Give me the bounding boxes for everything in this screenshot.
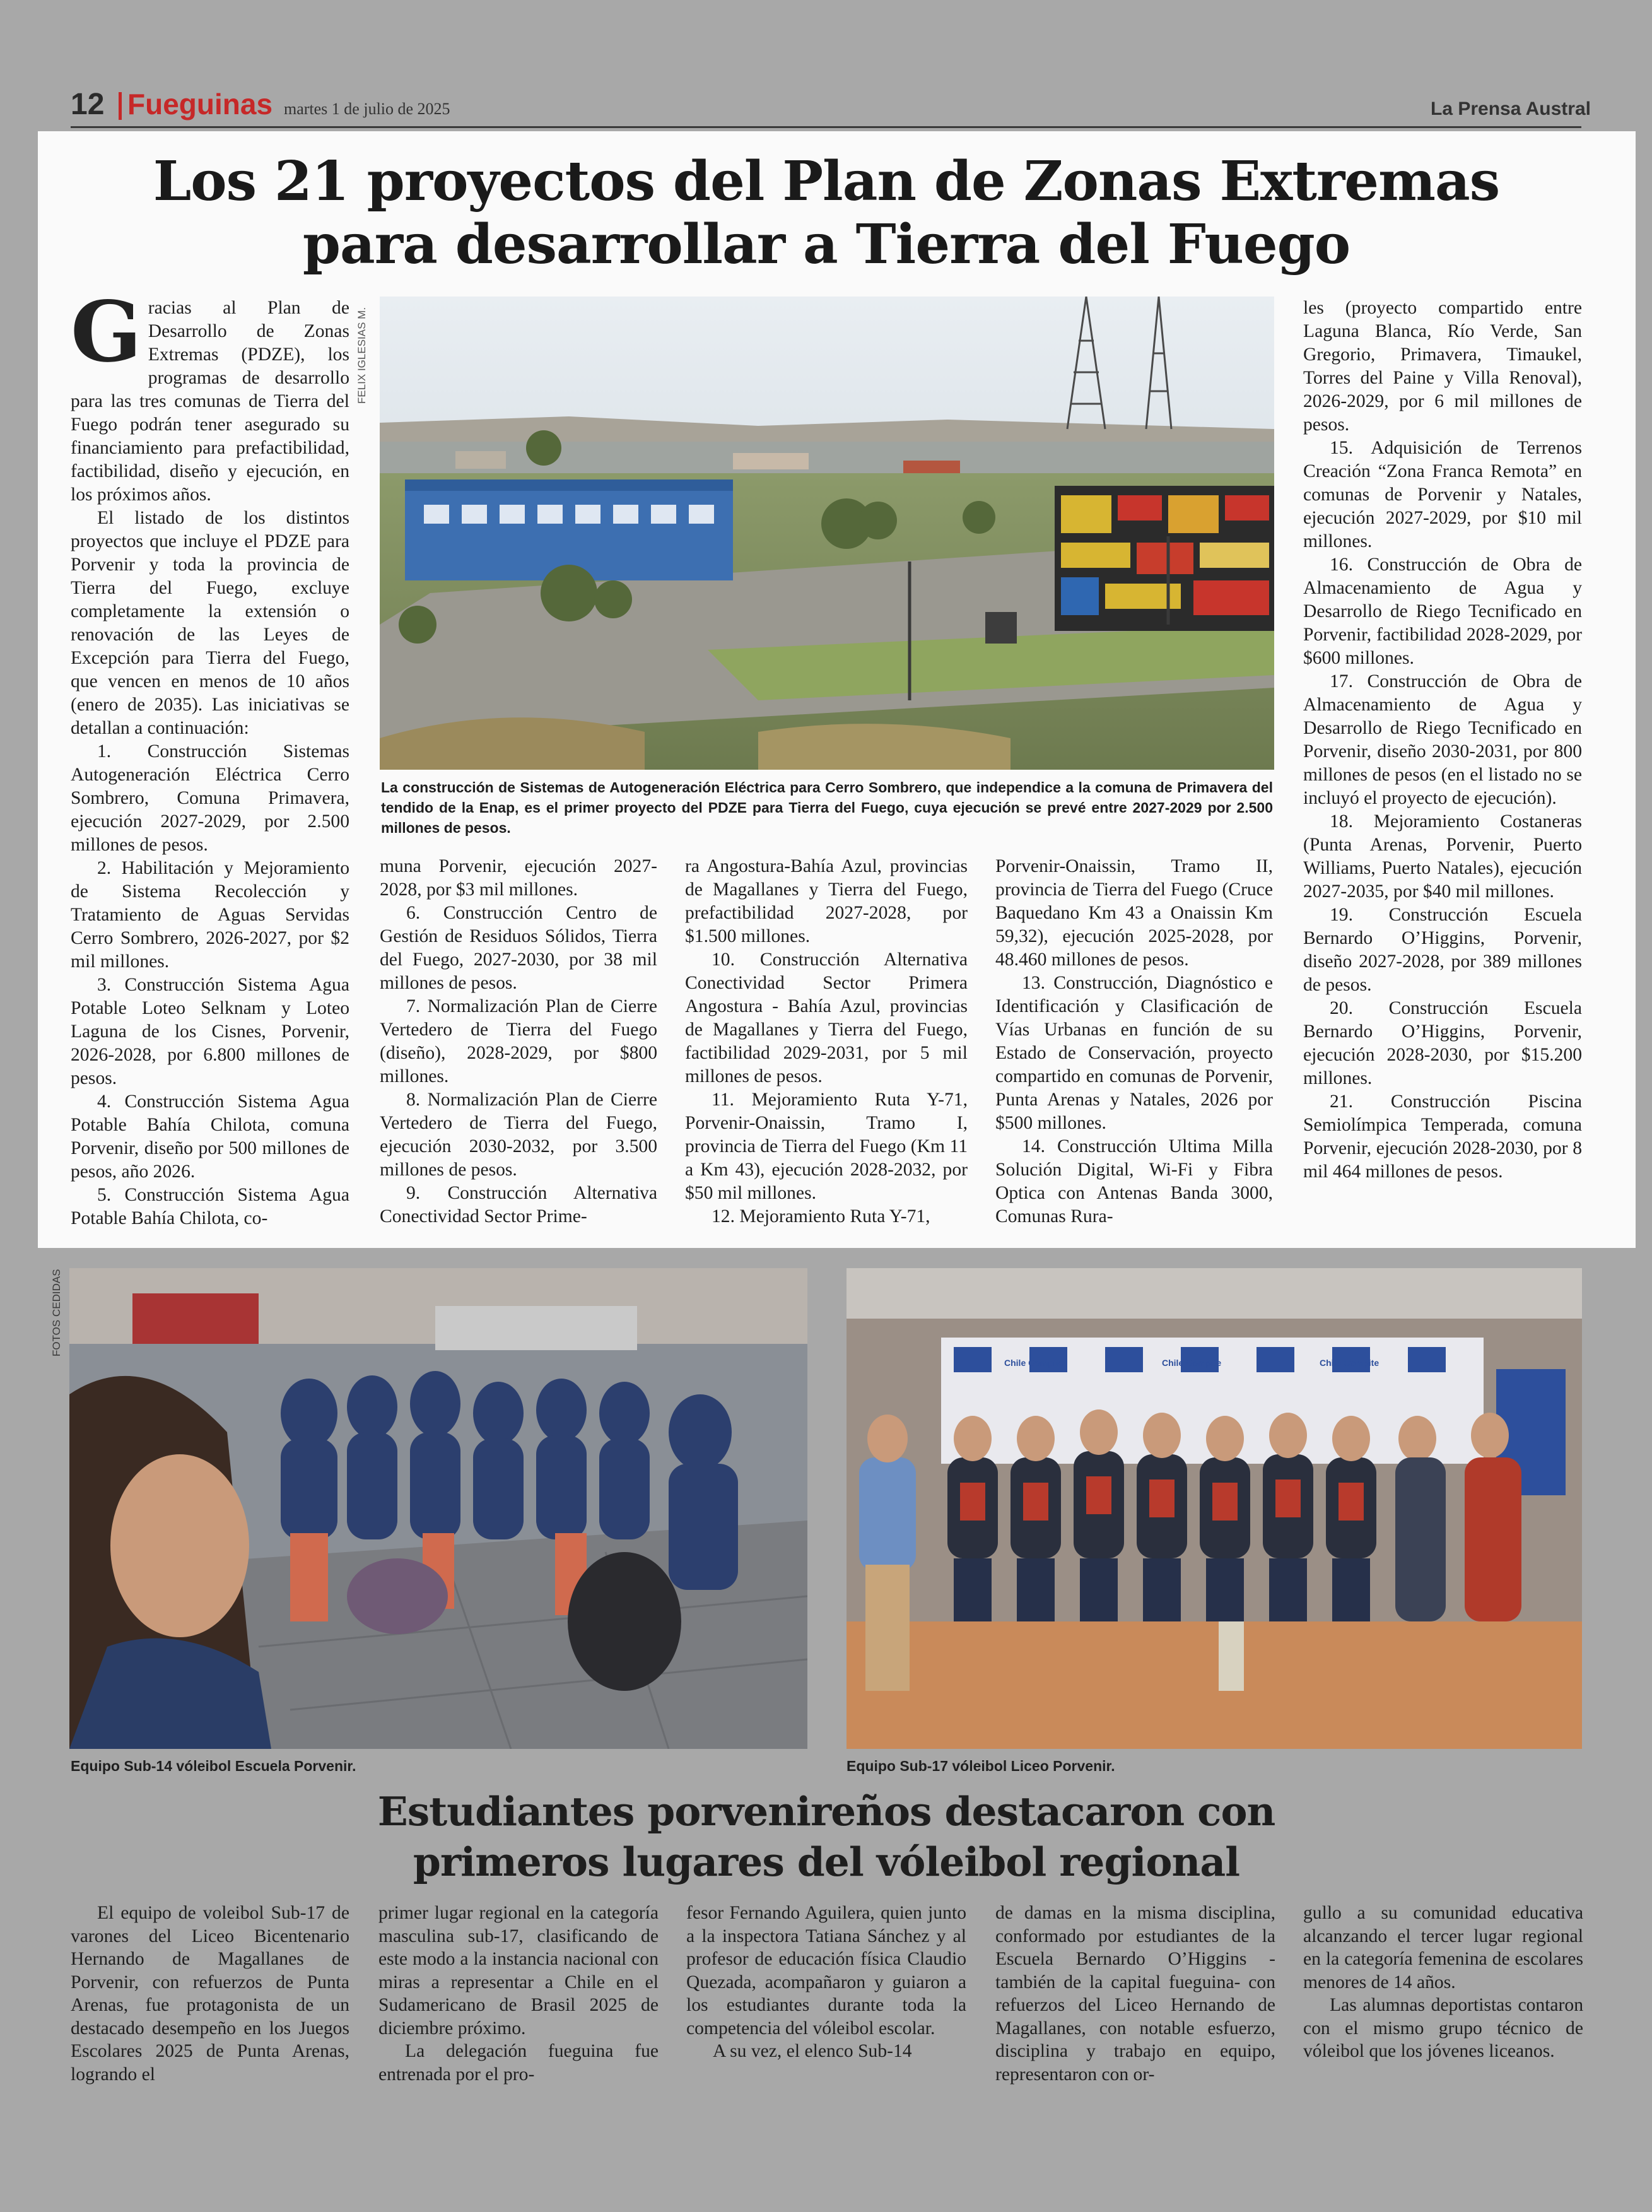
top-article-column-1	[71, 283, 349, 1230]
top-article-column-2	[380, 855, 657, 1228]
sub17-photo-caption: Equipo Sub-17 vóleibol Liceo Porvenir.	[847, 1758, 1115, 1774]
bottom-article-column-3	[686, 1902, 966, 2063]
article-paragraph: ra Angostura-Bahía Azul, provincias de Magallanes y Tierra del Fuego, prefactibilidad 2027-2028, por $1.500 millones.	[685, 856, 968, 946]
article-paragraph: 6. Construcción Centro de Gestión de Residuos Sólidos, Tierra del Fuego, 2027-2030, por 38 mil millones de pesos.	[380, 903, 657, 993]
top-headline-line-2: para desarrollar a Tierra del Fuego	[302, 213, 1350, 276]
article-paragraph: 7. Normalización Plan de Cierre Vertedero de Tierra del Fuego (diseño), 2028-2029, por $800 millones.	[380, 996, 657, 1086]
top-headline-line-1: Los 21 proyectos del Plan de Zonas Extremas	[153, 150, 1500, 213]
article-paragraph: 4. Construcción Sistema Agua Potable Bahía Chilota, comuna Porvenir, diseño por 500 millones de pesos, año 2026.	[71, 1091, 349, 1182]
article-paragraph: 18. Mejoramiento Costaneras (Punta Arenas, Porvenir, Puerto Williams, Puerto Natales), ejecución 2027-2035, por $40 mil millones.	[1303, 811, 1582, 902]
page-number: 12	[71, 88, 105, 121]
banner-label: Chile Compite	[1320, 1358, 1380, 1368]
top-photo-caption: La construcción de Sistemas de Autogeneración Eléctrica para Cerro Sombrero, que independice a la comuna de Primavera del tendido de la Enap, es el primer proyecto del PDZE para Tierra del Fuego, cuya ejecución se prevé entre 2027-2029 por 2.500 millones de pesos.	[381, 779, 1273, 836]
article-paragraph: 5. Construcción Sistema Agua Potable Bahía Chilota, co-	[71, 1185, 349, 1228]
article-paragraph: El listado de los distintos proyectos que incluye el PDZE para Porvenir y toda la provincia de Tierra del Fuego, excluye completamente la extensión o renovación de las Leyes de Excepción para Tierra del Fuego, que vencen en menos de 10 años (enero de 2035). Las iniciativas se detallan a continuación:	[71, 508, 349, 738]
article-paragraph: les (proyecto compartido entre Laguna Blanca, Río Verde, San Gregorio, Primavera, Timaukel, Torres del Paine y Villa Renoval), 2026-2029, por 6 mil millones de pesos.	[1303, 298, 1582, 435]
article-paragraph: 19. Construcción Escuela Bernardo O’Higgins, Porvenir, diseño 2027-2028, por 389 millones de pesos.	[1303, 905, 1582, 995]
banner-label: Chile Compite	[1004, 1358, 1064, 1368]
top-article-column-4	[995, 855, 1273, 1228]
article-paragraph: 20. Construcción Escuela Bernardo O’Higgins, Porvenir, ejecución 2028-2030, por $15.200 millones.	[1303, 998, 1582, 1088]
photo-credit: FELIX IGLESIAS M.	[356, 307, 368, 404]
bottom-article-column-1	[71, 1902, 349, 2086]
article-paragraph: 10. Construcción Alternativa Conectividad Sector Primera Angostura - Bahía Azul, provincias de Magallanes y Tierra del Fuego, factibilidad 2029-2031, por 5 mil millones de pesos.	[685, 950, 968, 1086]
sub14-photo-caption: Equipo Sub-14 vóleibol Escuela Porvenir.	[71, 1758, 356, 1774]
bottom-article-column-5	[1303, 1902, 1583, 2063]
article-paragraph: El equipo de voleibol Sub-17 de varones del Liceo Bicentenario Hernando de Magallanes de Porvenir, con refuerzos de Punta Arenas, fue protagonista de un destacado desempeño en los Juegos Escolares 2025 de Punta Arenas, logrando el	[71, 1903, 349, 2085]
bottom-article-column-2	[378, 1902, 659, 2086]
top-article-column-5	[1303, 297, 1582, 1184]
article-paragraph: 1. Construcción Sistemas Autogeneración Eléctrica Cerro Sombrero, Comuna Primavera, ejecución 2027-2029, por 2.500 millones de pesos.	[71, 741, 349, 855]
drop-cap: G	[71, 283, 142, 381]
article-paragraph: 11. Mejoramiento Ruta Y-71, Porvenir-Onaissin, Tramo I, provincia de Tierra del Fuego (Km 11 a Km 43), ejecución 2028-2032, por $50 mil millones.	[685, 1090, 968, 1203]
section-name: Fueguinas	[127, 88, 273, 121]
article-paragraph: 14. Construcción Ultima Milla Solución Digital, Wi-Fi y Fibra Optica con Antenas Banda 3000, Comunas Rura-	[995, 1136, 1273, 1227]
issue-date: martes 1 de julio de 2025	[284, 100, 450, 118]
top-article-column-3	[685, 855, 968, 1228]
bottom-headline-line-2: primeros lugares del vóleibol regional	[413, 1838, 1240, 1885]
article-paragraph: 17. Construcción de Obra de Almacenamiento de Agua y Desarrollo de Riego Tecnificado en Porvenir, diseño 2030-2031, por 800 millones de pesos (en el listado no se incluyó el proyecto de ejecución).	[1303, 671, 1582, 808]
article-paragraph: de damas en la misma disciplina, conformado por estudiantes de la Escuela Bernardo O’Higgins -también de la capital fueguina- con refuerzos del Liceo Hernando de Magallanes, con notable esfuerzo, disciplina y trabajo en equipo, representaron con or-	[995, 1903, 1275, 2085]
bottom-article-column-4	[995, 1902, 1275, 2086]
sub17-team-photo	[847, 1268, 1582, 1749]
article-paragraph: 8. Normalización Plan de Cierre Vertedero de Tierra del Fuego, ejecución 2030-2032, por 3.500 millones de pesos.	[380, 1090, 657, 1180]
sub14-team-photo	[69, 1268, 807, 1749]
article-paragraph: muna Porvenir, ejecución 2027-2028, por $3 mil millones.	[380, 856, 657, 900]
article-paragraph: 13. Construcción, Diagnóstico e Identificación y Clasificación de Vías Urbanas en función de su Estado de Conservación, proyecto compartido en comunas de Porvenir, Punta Arenas y Natales, 2026 por $500 millones.	[995, 973, 1273, 1133]
newspaper-name: La Prensa Austral	[1431, 98, 1591, 119]
article-paragraph: 16. Construcción de Obra de Almacenamiento de Agua y Desarrollo de Riego Tecnificado en Porvenir, factibilidad 2028-2029, por $600 millones.	[1303, 555, 1582, 668]
article-paragraph: 21. Construcción Piscina Semiolímpica Temperada, comuna Porvenir, ejecución 2028-2030, por 8 mil 464 millones de pesos.	[1303, 1091, 1582, 1182]
article-paragraph: 15. Adquisición de Terrenos Creación “Zona Franca Remota” en comunas de Porvenir y Natales, ejecución 2027-2029, por $10 mil millones.	[1303, 438, 1582, 551]
article-paragraph: 2. Habilitación y Mejoramiento de Sistema Recolección y Tratamiento de Aguas Servidas Cerro Sombrero, 2026-2027, por $2 mil millones.	[71, 858, 349, 972]
article-paragraph: primer lugar regional en la categoría masculina sub-17, clasificando de este modo a la instancia nacional con miras a representar a Chile en el Sudamericano de Brasil 2025 de diciembre próximo.	[378, 1903, 659, 2038]
article-paragraph: La delegación fueguina fue entrenada por el pro-	[378, 2041, 659, 2085]
bottom-headline-line-1: Estudiantes porvenireños destacaron con	[377, 1788, 1275, 1835]
cerro-sombrero-photo	[380, 297, 1274, 770]
banner-label: Chile Compite	[1162, 1358, 1222, 1368]
article-paragraph: 3. Construcción Sistema Agua Potable Loteo Selknam y Loteo Laguna de los Cisnes, Porvenir, 2026-2028, por 6.800 millones de pesos.	[71, 975, 349, 1088]
header-divider	[119, 92, 122, 120]
article-paragraph: gullo a su comunidad educativa alcanzando el tercer lugar regional en la categoría femenina de escolares menores de 14 años.	[1303, 1903, 1583, 1992]
article-paragraph: Porvenir-Onaissin, Tramo II, provincia de Tierra del Fuego (Cruce Baquedano Km 43 a Onaissin Km 59,32), ejecución 2025-2028, por 48.460 millones de pesos.	[995, 856, 1273, 970]
header-rule	[71, 126, 1581, 128]
article-paragraph: fesor Fernando Aguilera, quien junto a la inspectora Tatiana Sánchez y al profesor de educación física Claudio Quezada, acompañaron y guiaron a los estudiantes durante toda la competencia del vóleibol escolar.	[686, 1903, 966, 2038]
article-paragraph: Las alumnas deportistas contaron con el mismo grupo técnico de vóleibol que los jóvenes liceanos.	[1303, 1995, 1583, 2061]
bottom-photo-credit: FOTOS CEDIDAS	[50, 1269, 62, 1356]
article-paragraph: 12. Mejoramiento Ruta Y-71,	[712, 1206, 930, 1227]
article-paragraph: 9. Construcción Alternativa Conectividad Sector Prime-	[380, 1183, 657, 1227]
article-paragraph: racias al Plan de Desarrollo de Zonas Extremas (PDZE), los programas de desarrollo para las tres comunas de Tierra del Fuego podrán tener asegurado su financiamiento para prefactibilidad, factibilidad, diseño y ejecución, en los próximos años.	[71, 298, 349, 505]
article-paragraph: A su vez, el elenco Sub-14	[713, 2041, 912, 2061]
